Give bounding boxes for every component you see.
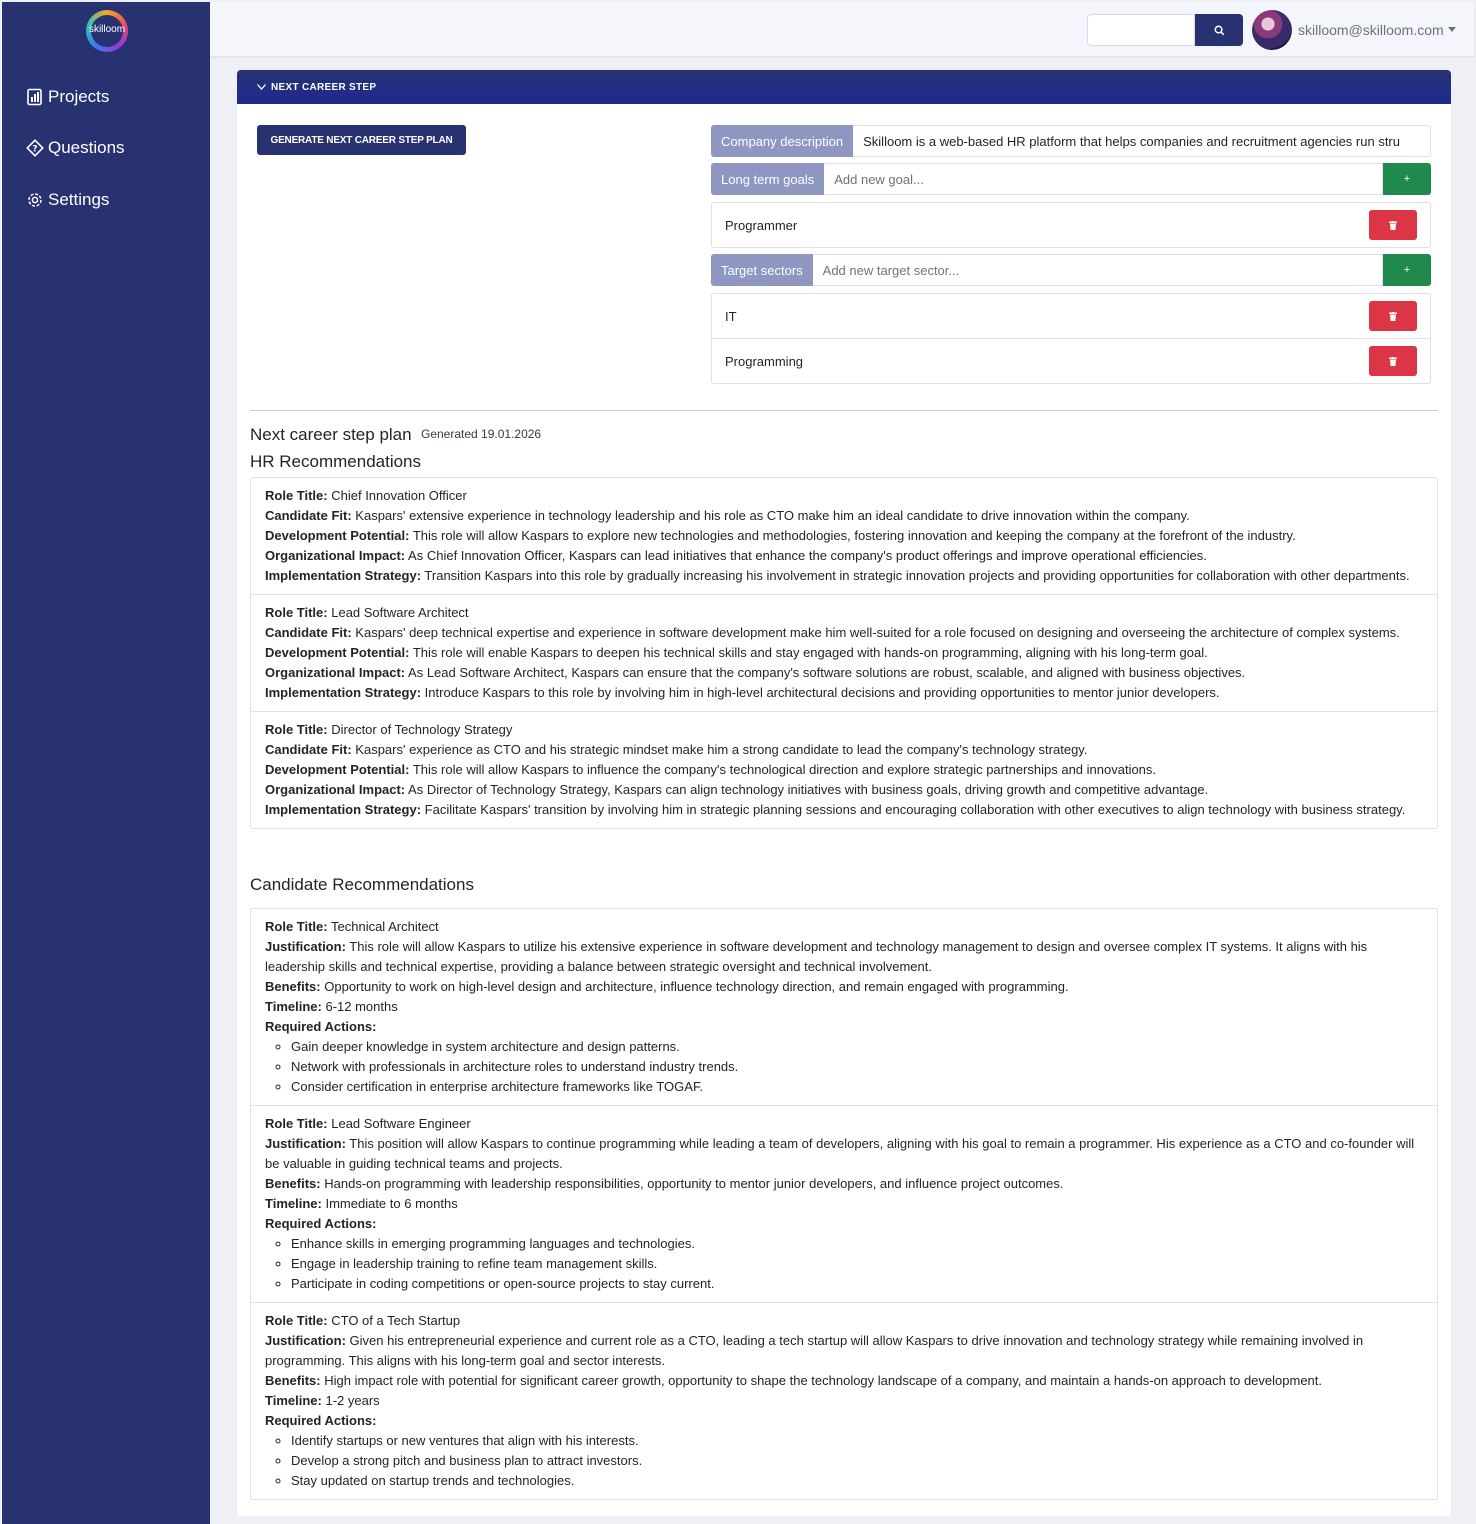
company-description-field[interactable]: Skilloom is a web-based HR platform that helps companies and recruitment agencies run stru: [853, 125, 1431, 157]
hr-recommendation: Role Title: Director of Technology Strategy Candidate Fit: Kaspars' experience as CTO and his strategic mindset make him a strong candidate to lead the company's technology strategy. Development Potential: This role will allow Kaspars to influence the company's technological direction and explore strategic partnerships and innovations. Organizational Impact: As Director of Technology Strategy, Kaspars can align technology initiatives with business goals, driving growth and competitive advantage. Implementation Strategy: Facilitate Kaspars' transition by involving him in strategic planning sessions and encouraging collaboration with other executives to align technology with business strategy.: [265, 722, 1406, 817]
user-menu[interactable]: [1298, 22, 1456, 38]
user-email: skilloom@skilloom.com: [1298, 22, 1444, 38]
long-term-goals-label: Long term goals: [711, 163, 824, 195]
target-sectors-label: Target sectors: [711, 254, 813, 286]
nav-label: Questions: [48, 138, 125, 157]
candidate-recommendations-title: Candidate Recommendations: [250, 875, 474, 894]
sector-label: Programming: [725, 353, 804, 369]
trash-icon: [1389, 221, 1397, 230]
plan-generated-date: Generated 19.01.2026: [421, 427, 542, 441]
new-goal-input[interactable]: Add new goal...: [824, 163, 1383, 195]
list-item: ◦ Gain deeper knowledge in system architecture and design patterns.: [291, 1037, 1423, 1057]
chart-icon: [26, 88, 44, 106]
company-description-group: [711, 125, 1431, 157]
add-goal-button[interactable]: +: [1383, 163, 1431, 195]
list-item: [712, 294, 1430, 339]
hr-recommendations-title: HR Recommendations: [250, 452, 422, 471]
goals-list: [711, 202, 1431, 248]
skilloom-logo[interactable]: [86, 10, 128, 52]
sectors-list: [711, 293, 1431, 384]
question-diamond-icon: [26, 139, 44, 157]
search-input[interactable]: [1087, 14, 1195, 46]
new-sector-input[interactable]: Add new target sector...: [813, 254, 1383, 286]
list-item: ◦ Consider certification in enterprise architecture frameworks like TOGAF.: [291, 1077, 1423, 1097]
plan-title: Next career step plan: [250, 425, 412, 444]
long-term-goals-group: [711, 163, 1431, 195]
candidate-recommendations-list: [250, 908, 1438, 1500]
logo-text: skilloom: [88, 24, 126, 35]
hr-recommendations-list: [250, 477, 1438, 829]
delete-sector-button[interactable]: [1369, 346, 1417, 376]
add-sector-button[interactable]: +: [1383, 254, 1431, 286]
nav-item-settings[interactable]: [26, 190, 109, 210]
list-item: [712, 339, 1430, 383]
sidebar: [2, 2, 210, 1524]
nav-item-questions[interactable]: [26, 138, 125, 158]
nav-label: Settings: [48, 190, 110, 209]
chevron-down-icon: [257, 84, 266, 90]
svg-text:?: ?: [32, 144, 38, 155]
list-item: ◦ Develop a strong pitch and business plan to attract investors.: [291, 1451, 1423, 1471]
list-item: [712, 203, 1430, 247]
candidate-recommendation: Role Title: CTO of a Tech Startup Justification: Given his entrepreneurial experience and current role as a CTO, leading a tech startup will allow Kaspars to drive innovation and technology strategy while remaining involved in programming. This aligns with his long-term goal and sector interests. Benefits: High impact role with potential for significant career growth, opportunity to shape the technology landscape of a company, and maintain a hands-on approach to development. Timeline: 1-2 years Required Actions: ◦ Identify startups or new ventures that align with his interests. ◦ Develop a strong pitch and business plan to attract investors. ◦ Stay updated on startup trends and technologies.: [251, 1303, 1437, 1499]
generate-plan-button[interactable]: GENERATE NEXT CAREER STEP PLAN: [257, 125, 466, 155]
hr-recommendation: Role Title: Lead Software Architect Candidate Fit: Kaspars' deep technical expertise and experience in software development make him well-suited for a role focused on designing and overseeing the architecture of complex systems. Development Potential: This role will enable Kaspars to deepen his technical skills and stay engaged with hands-on programming, aligning with his long-term goal. Organizational Impact: As Lead Software Architect, Kaspars can ensure that the company's software solutions are robust, scalable, and aligned with business objectives. Implementation Strategy: Introduce Kaspars to this role by involving him in high-level architectural decisions and providing opportunities to mentor junior developers.: [251, 595, 1437, 712]
list-item: ◦ Identify startups or new ventures that align with his interests.: [291, 1431, 1423, 1451]
trash-icon: [1389, 357, 1397, 366]
nav-label: Projects: [48, 87, 110, 106]
target-sectors-group: [711, 254, 1431, 286]
search-icon: [1214, 25, 1225, 36]
card-header[interactable]: [237, 70, 1451, 104]
candidate-recommendation: Role Title: Lead Software Engineer Justification: This position will allow Kaspars to continue programming while leading a team of developers, aligning with his goal to remain a programmer. His experience as a CTO and co-founder will be valuable in guiding technical teams and projects. Benefits: Hands-on programming with leadership responsibilities, opportunity to mentor junior developers, and influence project outcomes. Timeline: Immediate to 6 months Required Actions: ◦ Enhance skills in emerging programming languages and technologies. ◦ Engage in leadership training to refine team management skills. ◦ Participate in coding competitions or open-source projects to stay current.: [251, 1106, 1437, 1303]
list-item: ◦ Participate in coding competitions or open-source projects to stay current.: [291, 1274, 1423, 1294]
gear-icon: [26, 191, 44, 209]
company-description-label: Company description: [711, 125, 853, 157]
hr-recommendation: Role Title: Chief Innovation Officer Candidate Fit: Kaspars' extensive experience in technology leadership and his role as CTO make him an ideal candidate to drive innovation within the company. Development Potential: This role will allow Kaspars to explore new technologies and methodologies, fostering innovation and keeping the company at the forefront of the industry. Organizational Impact: As Chief Innovation Officer, Kaspars can lead initiatives that enhance the company's product offerings and improve operational efficiencies. Implementation Strategy: Transition Kaspars into this role by gradually increasing his involvement in strategic innovation projects and providing opportunities for collaboration with other departments.: [251, 478, 1437, 595]
search-button[interactable]: [1195, 14, 1243, 46]
next-career-step-card: [237, 70, 1451, 1516]
list-item: ◦ Stay updated on startup trends and technologies.: [291, 1471, 1423, 1491]
trash-icon: [1389, 312, 1397, 321]
caret-down-icon: [1448, 27, 1456, 33]
divider: [250, 410, 1438, 411]
delete-sector-button[interactable]: [1369, 301, 1417, 331]
avatar[interactable]: [1252, 10, 1292, 50]
required-actions-list: [265, 1037, 1423, 1097]
required-actions-list: [265, 1431, 1423, 1491]
list-item: ◦ Engage in leadership training to refine team management skills.: [291, 1254, 1423, 1274]
nav-item-projects[interactable]: [26, 87, 109, 107]
required-actions-list: [265, 1234, 1423, 1294]
topbar: [210, 2, 1474, 56]
list-item: ◦ Network with professionals in architecture roles to understand industry trends.: [291, 1057, 1423, 1077]
goal-label: Programmer: [725, 217, 798, 233]
list-item: ◦ Enhance skills in emerging programming languages and technologies.: [291, 1234, 1423, 1254]
candidate-recommendation: Role Title: Technical Architect Justification: This role will allow Kaspars to utilize his extensive experience in software development and technology management to design and oversee complex IT systems. It aligns with his leadership skills and technical expertise, providing a balance between strategic oversight and technical involvement. Benefits: Opportunity to work on high-level design and architecture, influence technology direction, and remain engaged with programming. Timeline: 6-12 months Required Actions: ◦ Gain deeper knowledge in system architecture and design patterns. ◦ Network with professionals in architecture roles to understand industry trends. ◦ Consider certification in enterprise architecture frameworks like TOGAF.: [251, 909, 1437, 1106]
card-title: NEXT CAREER STEP: [271, 81, 377, 93]
delete-goal-button[interactable]: [1369, 210, 1417, 240]
sector-label: IT: [725, 308, 737, 324]
